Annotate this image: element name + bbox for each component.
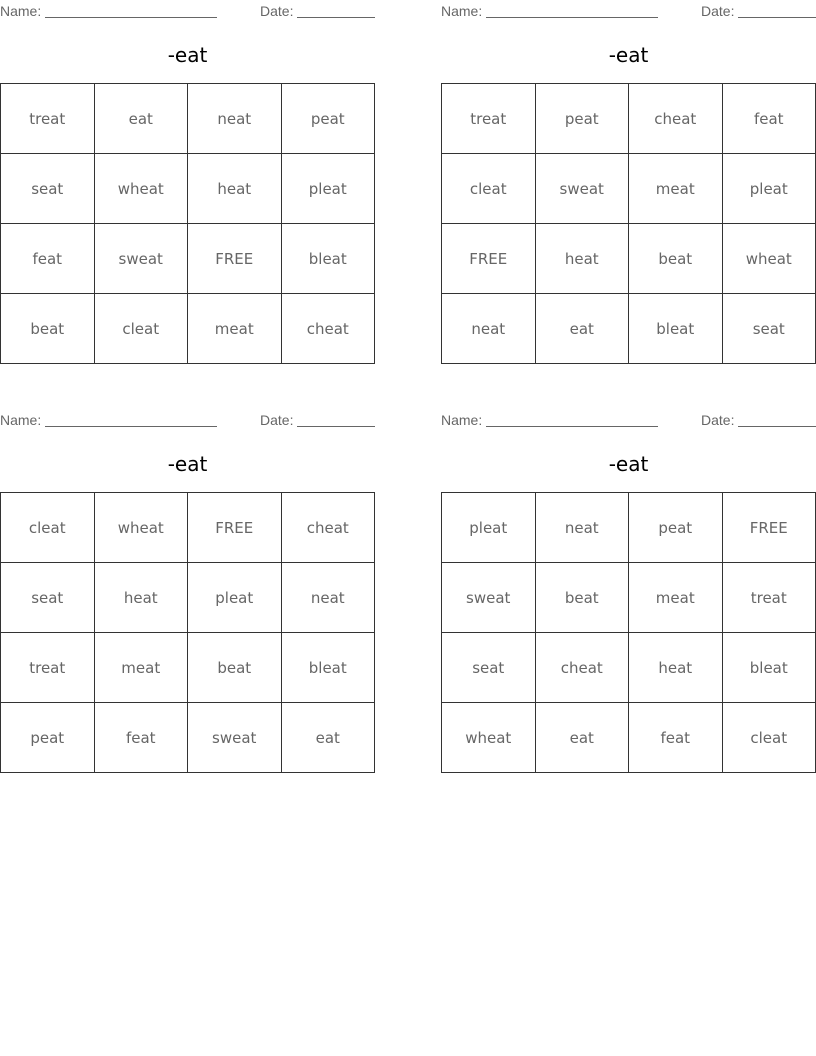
grid-cell: beat [1,294,95,364]
grid-cell: FREE [722,493,816,563]
card-title: -eat [167,452,208,476]
name-blank-line [486,426,658,427]
date-blank-line [738,17,816,18]
grid-cell: meat [188,294,282,364]
bingo-grid [441,83,816,364]
grid-row [442,493,816,563]
grid-cell: sweat [188,703,282,773]
grid-cell: sweat [94,224,188,294]
grid-cell: seat [1,154,95,224]
date-blank-line [297,426,375,427]
grid-cell: cheat [629,84,723,154]
grid-cell: beat [188,633,282,703]
grid-cell: sweat [442,563,536,633]
grid-row [442,84,816,154]
grid-cell: feat [1,224,95,294]
grid-cell: beat [535,563,629,633]
grid-cell: wheat [722,224,816,294]
bingo-grid [441,492,816,773]
grid-cell: bleat [722,633,816,703]
grid-cell: meat [94,633,188,703]
grid-cell: meat [629,154,723,224]
grid-row [1,563,375,633]
grid-row [1,154,375,224]
grid-cell: cleat [94,294,188,364]
grid-cell: beat [629,224,723,294]
grid-cell: FREE [188,224,282,294]
grid-cell: pleat [188,563,282,633]
grid-row [442,563,816,633]
grid-row [1,84,375,154]
name-label: Name: [0,3,42,19]
grid-cell: meat [629,563,723,633]
grid-cell: wheat [442,703,536,773]
grid-row [1,294,375,364]
grid-cell: neat [281,563,375,633]
grid-cell: cheat [281,493,375,563]
grid-cell: heat [188,154,282,224]
grid-cell: FREE [442,224,536,294]
grid-cell: eat [281,703,375,773]
bingo-card-1 [0,0,375,364]
bingo-grid [0,83,375,364]
grid-cell: peat [629,493,723,563]
grid-cell: wheat [94,493,188,563]
card-title: -eat [608,43,649,67]
grid-cell: neat [442,294,536,364]
bingo-card-4 [441,409,816,773]
grid-cell: cleat [442,154,536,224]
name-blank-line [486,17,658,18]
date-blank-line [297,17,375,18]
grid-cell: pleat [722,154,816,224]
card-title: -eat [608,452,649,476]
grid-row [1,703,375,773]
grid-row [1,224,375,294]
grid-cell: heat [94,563,188,633]
grid-row [442,224,816,294]
grid-cell: heat [535,224,629,294]
date-label: Date: [260,3,294,19]
grid-cell: peat [535,84,629,154]
grid-cell: eat [535,294,629,364]
date-label: Date: [701,3,735,19]
grid-cell: sweat [535,154,629,224]
grid-cell: cheat [281,294,375,364]
grid-row [1,493,375,563]
bingo-card-3 [0,409,375,773]
bingo-grid [0,492,375,773]
grid-cell: wheat [94,154,188,224]
grid-cell: neat [535,493,629,563]
date-label: Date: [701,412,735,428]
grid-cell: treat [722,563,816,633]
grid-row [442,633,816,703]
grid-cell: peat [281,84,375,154]
grid-cell: bleat [281,224,375,294]
grid-row [442,703,816,773]
name-label: Name: [441,412,483,428]
grid-row [442,154,816,224]
grid-cell: treat [1,633,95,703]
grid-cell: peat [1,703,95,773]
card-title: -eat [167,43,208,67]
grid-cell: seat [1,563,95,633]
grid-cell: neat [188,84,282,154]
bingo-card-2 [441,0,816,364]
grid-cell: treat [1,84,95,154]
grid-cell: cheat [535,633,629,703]
grid-cell: seat [442,633,536,703]
grid-cell: treat [442,84,536,154]
grid-cell: eat [535,703,629,773]
name-label: Name: [441,3,483,19]
grid-cell: FREE [188,493,282,563]
grid-cell: feat [629,703,723,773]
grid-cell: seat [722,294,816,364]
name-label: Name: [0,412,42,428]
grid-row [442,294,816,364]
name-blank-line [45,17,217,18]
grid-cell: bleat [281,633,375,703]
date-label: Date: [260,412,294,428]
grid-cell: cleat [1,493,95,563]
date-blank-line [738,426,816,427]
grid-cell: cleat [722,703,816,773]
grid-cell: pleat [281,154,375,224]
grid-cell: bleat [629,294,723,364]
grid-cell: heat [629,633,723,703]
grid-row [1,633,375,703]
name-blank-line [45,426,217,427]
grid-cell: feat [722,84,816,154]
grid-cell: feat [94,703,188,773]
grid-cell: eat [94,84,188,154]
grid-cell: pleat [442,493,536,563]
